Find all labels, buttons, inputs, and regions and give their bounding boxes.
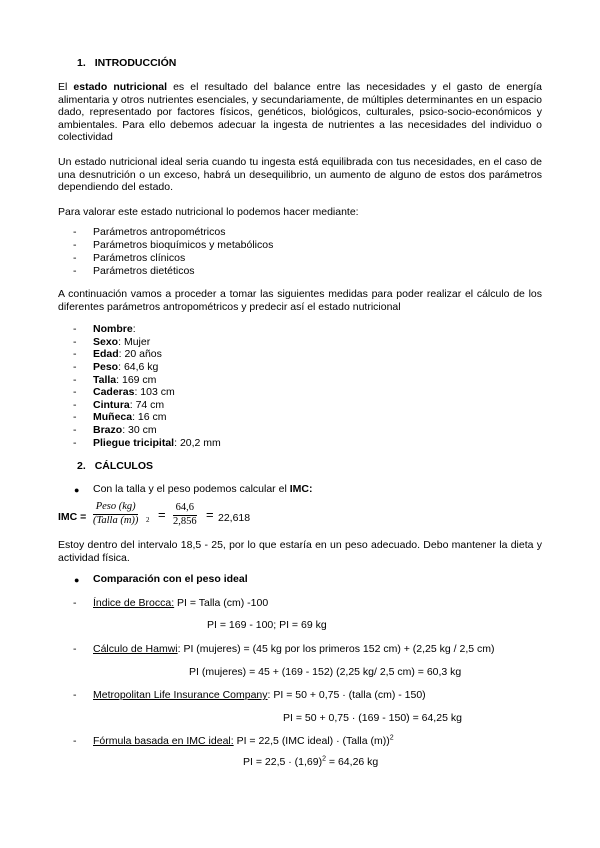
measure-value: : 30 cm [122, 424, 157, 436]
measure-value: : [132, 323, 136, 335]
list-dash: - [73, 336, 77, 348]
bullet-icon: ● [74, 485, 80, 495]
imc-label: IMC = [58, 511, 87, 523]
imc-result: 22,618 [218, 512, 251, 524]
measure-value: : 64,6 kg [118, 361, 159, 373]
list-dash: - [73, 348, 77, 360]
list-item: Parámetros clínicos [93, 252, 186, 264]
measure-value: : 20 años [118, 348, 162, 360]
list-dash: - [73, 643, 77, 655]
measure-value: : Mujer [118, 336, 151, 348]
measure-item [93, 411, 167, 424]
metropolitan-formula [93, 689, 426, 702]
list-dash: - [73, 252, 77, 264]
measure-value: : 103 cm [134, 386, 175, 398]
imc-ideal-formula [93, 735, 394, 748]
fraction-numerator: 64,6 [175, 502, 194, 513]
hamwi-name: Cálculo de Hamwi [93, 643, 178, 655]
measure-label: Brazo [93, 424, 123, 436]
list-dash: - [73, 399, 77, 411]
measure-item [93, 336, 150, 349]
list-dash: - [73, 424, 77, 436]
measure-label: Nombre [93, 323, 133, 335]
hamwi-formula-text: : PI (mujeres) = (45 kg por los primeros 152 cm) + (2,25 kg / 2,5 cm) [177, 643, 495, 655]
list-item: Parámetros antropométricos [93, 226, 226, 238]
imc-intro-bold: IMC: [289, 483, 313, 495]
section-2-number: 2. [77, 460, 86, 472]
p1-bold: estado nutricional [73, 81, 168, 93]
section-1-title: INTRODUCCIÓN [94, 57, 177, 69]
measure-value: : 74 cm [129, 399, 165, 411]
list-dash: - [73, 239, 77, 251]
measure-value: : 16 cm [132, 411, 167, 423]
fraction-denominator: 2,856 [173, 515, 197, 527]
hamwi-calc: PI (mujeres) = 45 + (169 - 152) (2,25 kg/ 2,5 cm) = 60,3 kg [189, 666, 462, 678]
measure-item [93, 386, 175, 399]
p1-pre: El [58, 81, 74, 93]
section-1-number: 1. [77, 57, 86, 69]
equals-sign: = [206, 507, 214, 522]
broca-formula-text: PI = Talla (cm) -100 [174, 597, 269, 609]
list-dash: - [73, 437, 77, 449]
list-item: Parámetros bioquímicos y metabólicos [93, 239, 274, 251]
measure-label: Edad [93, 348, 119, 360]
paragraph-imc-interpretation: Estoy dentro del intervalo 18,5 - 25, por lo que estaría en un peso adecuado. Debo mantener la dieta y actividad física. [58, 539, 542, 564]
imc-intro [93, 483, 312, 496]
broca-name: Índice de Brocca: [93, 597, 175, 609]
broca-formula [93, 597, 268, 610]
measure-label: Pliegue tricipital [93, 437, 175, 449]
imc-ideal-formula-text: PI = 22,5 (IMC ideal) · (Talla (m)) [233, 735, 390, 747]
measure-label: Talla [93, 374, 117, 386]
measure-label: Caderas [93, 386, 135, 398]
broca-calc: PI = 169 - 100; PI = 69 kg [207, 619, 327, 631]
hamwi-formula [93, 643, 495, 656]
imc-ideal-exponent: 2 [389, 734, 394, 742]
measure-label: Peso [93, 361, 119, 373]
paragraph-assessment: Para valorar este estado nutricional lo podemos hacer mediante: [58, 206, 359, 218]
list-dash: - [73, 411, 77, 423]
measure-value: : 169 cm [116, 374, 157, 386]
metropolitan-formula-text: : PI = 50 + 0,75 · (talla (cm) - 150) [267, 689, 426, 701]
measure-item [93, 399, 164, 412]
measure-label: Muñeca [93, 411, 133, 423]
metropolitan-calc: PI = 50 + 0,75 · (169 - 150) = 64,25 kg [283, 712, 462, 724]
imc-ideal-calc-post: = 64,26 kg [326, 756, 379, 768]
imc-ideal-calc-exponent: 2 [322, 755, 326, 763]
section-1-heading [77, 57, 176, 70]
list-dash: - [73, 323, 77, 335]
list-dash: - [73, 374, 77, 386]
fraction-weight-height [93, 501, 138, 527]
list-dash: - [73, 361, 77, 373]
paragraph-intro [58, 81, 542, 144]
paragraph-ideal-state: Un estado nutricional ideal seria cuando tu ingesta está equilibrada con tus necesidades, en el caso de una desnutrición o un exceso, habrá un desequilibrio, un aumento de alguno de estos dos parámetros dependiendo del estado. [58, 156, 542, 194]
comparison-heading: Comparación con el peso ideal [93, 573, 248, 585]
list-dash: - [73, 735, 77, 747]
list-item: Parámetros dietéticos [93, 265, 195, 277]
list-dash: - [73, 265, 77, 277]
measure-item [93, 361, 158, 374]
measure-item [93, 348, 162, 361]
imc-ideal-name: Fórmula basada en IMC ideal: [93, 735, 234, 747]
equals-sign: = [158, 507, 166, 522]
metropolitan-name: Metropolitan Life Insurance Company [93, 689, 268, 701]
list-dash: - [73, 597, 77, 609]
list-dash: - [73, 386, 77, 398]
imc-ideal-calc-pre: PI = 22,5 · (1,69) [243, 756, 323, 768]
list-dash: - [73, 689, 77, 701]
p1-post: es el resultado del balance entre las necesidades y el gasto de energía alimentaria y otros nutrientes esenciales, y secundariamente, de múltiples determinantes en un espacio dado, representado por factores físicos, genéticos, biológicos, culturales, psico-socio-económicos y ambientales. Para ello debemos adecuar la ingesta de nutrientes a las necesidades del individuo o colectividad [58, 81, 542, 144]
imc-ideal-calc [243, 756, 378, 769]
paragraph-measurements: A continuación vamos a proceder a tomar las siguientes medidas para poder realizar el cálculo de los diferentes parámetros antropométricos y predecir así el estado nutricional [58, 288, 542, 313]
measure-label: Cintura [93, 399, 130, 411]
list-dash: - [73, 226, 77, 238]
measure-label: Sexo [93, 336, 119, 348]
imc-intro-text: Con la talla y el peso podemos calcular el [93, 483, 290, 495]
section-2-title: CÁLCULOS [94, 460, 154, 472]
denominator-exponent: 2 [146, 516, 150, 524]
bullet-icon: ● [74, 575, 80, 585]
fraction-denominator: (Talla (m)) [93, 514, 139, 526]
fraction-numerator: Peso (kg) [95, 501, 136, 512]
fraction-values [173, 502, 197, 528]
measure-item [93, 437, 221, 450]
measure-item [93, 424, 157, 437]
measure-value: : 20,2 mm [174, 437, 221, 449]
measure-item [93, 323, 136, 336]
section-2-heading [77, 460, 153, 473]
measure-item [93, 374, 156, 387]
